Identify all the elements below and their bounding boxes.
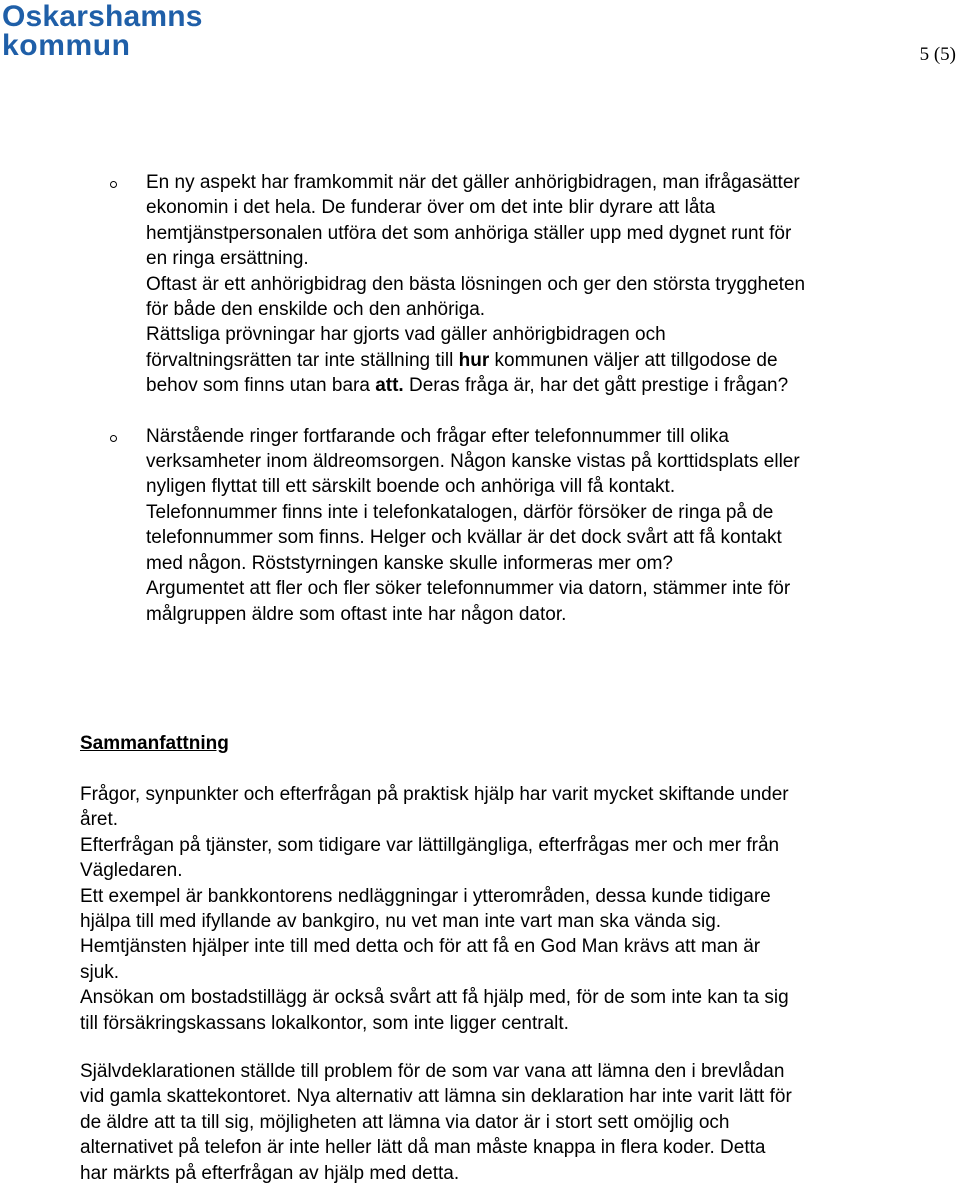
text-line: Ansökan om bostadstillägg är också svårt att få hjälp med, för de som inte kan ta sig [80,987,789,1009]
text-segment: förvaltningsrätten tar inte ställning till [146,349,459,371]
text-line: hjälpa till med ifyllande av bankgiro, nu vet man inte vart man ska vända sig. [80,911,722,933]
section-heading: Sammanfattning [80,733,229,754]
text-segment: behov som finns utan bara [146,375,376,397]
bullet-item-telefonnummer [110,424,920,627]
text-segment: kommunen väljer att tillgodose de [489,349,778,371]
text-line: de äldre att ta till sig, möjligheten att lämna via dator är i stort sett omöjlig och [80,1111,730,1133]
municipality-logo [2,2,217,62]
bullet-marker-icon [110,435,117,442]
bullet-list [110,170,920,627]
text-line: verksamheter inom äldreomsorgen. Någon kanske vistas på korttidsplats eller [146,451,800,473]
text-line: Ett exempel är bankkontorens nedläggningar i ytterområden, dessa kunde tidigare [80,885,771,907]
text-line: med någon. Röststyrningen kanske skulle informeras mer om? [146,552,673,574]
text-line: Hemtjänsten hjälper inte till med detta och för att få en God Man krävs att man är [80,936,761,958]
text-line [146,348,920,373]
text-line: för både den enskilde och den anhöriga. [146,299,486,321]
text-line: sjuk. [80,961,120,983]
text-line [146,373,920,398]
text-line: vid gamla skattekontoret. Nya alternativ att lämna sin deklaration har inte varit lätt för [80,1086,792,1108]
text-line: har märkts på efterfrågan av hjälp med detta. [80,1162,460,1184]
declaration-paragraph [80,1059,920,1186]
text-line: nyligen flyttat till ett särskilt boende och anhöriga vill få kontakt. [146,476,676,498]
text-line: året. [80,809,119,831]
text-line: till försäkringskassans lokalkontor, som inte ligger centralt. [80,1012,569,1034]
text-line: Efterfrågan på tjänster, som tidigare var lättillgängliga, efterfrågas mer och mer från [80,834,780,856]
page-number: 5 (5) [919,44,956,65]
bullet-marker-icon [110,181,117,188]
text-line: Oftast är ett anhörigbidrag den bästa lösningen och ger den största tryggheten [146,273,806,295]
text-line: telefonnummer som finns. Helger och kvällar är det dock svårt att få kontakt [146,527,782,549]
text-line: hemtjänstpersonalen utföra det som anhöriga ställer upp med dygnet runt för [146,222,792,244]
text-line: Rättsliga prövningar har gjorts vad gäller anhörigbidragen och [146,324,666,346]
text-line: Vägledaren. [80,860,183,882]
logo-line-2: kommun [2,29,131,62]
text-line: Närstående ringer fortfarande och frågar efter telefonnummer till olika [146,425,729,447]
text-line: alternativet på telefon är inte heller lätt då man måste knappa in flera koder. Detta [80,1137,766,1159]
text-line: en ringa ersättning. [146,248,309,270]
text-line: Frågor, synpunkter och efterfrågan på praktisk hjälp har varit mycket skiftande under [80,784,789,805]
text-line: ekonomin i det hela. De funderar över om det inte blir dyrare att låta [146,197,716,219]
text-line: målgruppen äldre som oftast inte har någon dator. [146,603,567,625]
text-segment: Deras fråga är, har det gått prestige i frågan? [403,375,789,397]
text-line: Telefonnummer finns inte i telefonkatalogen, därför försöker de ringa på de [146,501,774,523]
summary-paragraph [80,782,920,1036]
text-line: Självdeklarationen ställde till problem för de som var vana att lämna den i brevlådan [80,1061,785,1082]
emphasis-hur: hur [458,349,490,371]
logo-line-1: Oskarshamns [2,0,203,33]
text-line: En ny aspekt har framkommit när det gäller anhörigbidragen, man ifrågasätter [146,172,800,193]
emphasis-att: att. [375,375,404,397]
text-line: Argumentet att fler och fler söker telefonnummer via datorn, stämmer inte för [146,578,791,600]
bullet-item-anhorigbidrag [110,170,920,399]
